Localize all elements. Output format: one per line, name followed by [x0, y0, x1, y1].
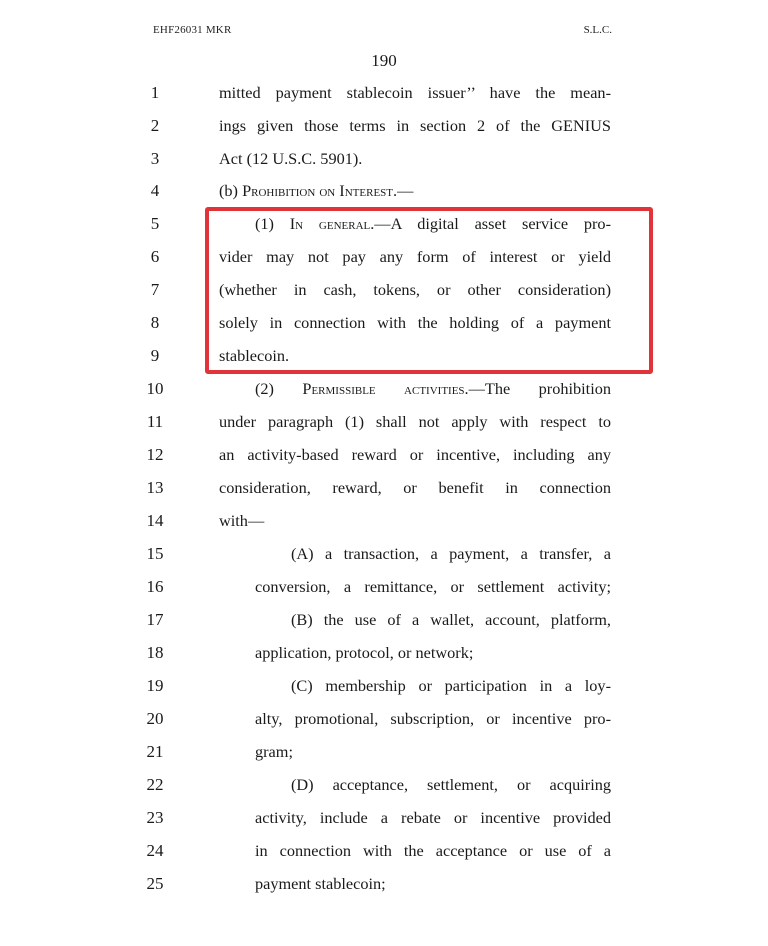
line-number: 25: [146, 874, 164, 893]
line-text: payment stablecoin;: [255, 874, 386, 893]
document-line: [0, 873, 768, 905]
line-text: (B) the use of a wallet, account, platform,: [291, 610, 611, 629]
line-number: 24: [146, 841, 164, 860]
line-text: with—: [219, 511, 265, 530]
document-line: [0, 279, 768, 311]
line-text: Act (12 U.S.C. 5901).: [219, 149, 363, 168]
document-line: [0, 411, 768, 443]
line-number: 4: [150, 181, 160, 200]
line-text: (C) membership or participation in a loy-: [291, 676, 611, 695]
line-number: 18: [146, 643, 164, 662]
line-text: (D) acceptance, settlement, or acquiring: [291, 775, 611, 794]
line-number: 15: [146, 544, 164, 563]
document-line: [0, 708, 768, 740]
line-number: 14: [146, 511, 164, 530]
document-code: S.L.C.: [583, 24, 612, 36]
line-number: 21: [146, 742, 164, 761]
line-text: [219, 180, 611, 202]
document-line: [0, 807, 768, 839]
line-number: 5: [150, 214, 160, 233]
line-text: alty, promotional, subscription, or incentive pro-: [255, 709, 611, 728]
document-line: [0, 675, 768, 707]
subsection-label: (b): [219, 181, 243, 200]
line-number: 10: [146, 379, 164, 398]
line-number: 2: [150, 116, 160, 135]
paragraph-heading: In general.: [289, 214, 375, 233]
paragraph-label: (2): [255, 379, 303, 398]
line-number: 20: [146, 709, 164, 728]
line-text: an activity-based reward or incentive, including any: [219, 445, 611, 464]
line-text: stablecoin.: [219, 346, 290, 365]
document-line: [0, 312, 768, 344]
line-text: activity, include a rebate or incentive provided: [255, 808, 611, 827]
line-text: gram;: [255, 742, 293, 761]
page-number: 190: [371, 51, 397, 70]
line-number: 7: [150, 280, 160, 299]
document-line: [0, 477, 768, 509]
document-line: [0, 148, 768, 180]
document-line: [0, 840, 768, 872]
document-line: [0, 82, 768, 114]
line-text: (whether in cash, tokens, or other consideration): [219, 280, 611, 299]
document-line: [0, 345, 768, 377]
paragraph-text: —A digital asset service pro-: [374, 214, 611, 233]
document-line: [0, 576, 768, 608]
document-id: EHF26031 MKR: [153, 24, 232, 36]
line-number: 8: [150, 313, 160, 332]
line-text: conversion, a remittance, or settlement activity;: [255, 577, 611, 596]
line-number: 23: [146, 808, 164, 827]
document-line: [0, 741, 768, 773]
document-line: [0, 510, 768, 542]
line-text: consideration, reward, or benefit in connection: [219, 478, 611, 497]
document-line: [0, 609, 768, 641]
line-number: 3: [150, 149, 160, 168]
line-number: 19: [146, 676, 164, 695]
line-number: 17: [146, 610, 164, 629]
line-text: ings given those terms in section 2 of the GENIUS: [219, 116, 611, 135]
line-number: 22: [146, 775, 164, 794]
document-line: [0, 444, 768, 476]
paragraph-text: —The prohibition: [468, 379, 611, 398]
document-line: [0, 378, 768, 410]
line-text: application, protocol, or network;: [255, 643, 474, 662]
line-number: 11: [146, 412, 164, 431]
subsection-heading: Prohibition on Interest.: [242, 181, 398, 200]
line-number: 9: [150, 346, 160, 365]
document-line: [0, 642, 768, 674]
document-line: [0, 180, 768, 212]
line-number: 16: [146, 577, 164, 596]
line-text: vider may not pay any form of interest or yield: [219, 247, 611, 266]
line-text: solely in connection with the holding of a payment: [219, 313, 611, 332]
paragraph-label: (1): [255, 214, 290, 233]
line-text: [219, 378, 611, 400]
line-text: [219, 213, 611, 235]
paragraph-heading: Permissible activities.: [302, 379, 469, 398]
line-number: 12: [146, 445, 164, 464]
document-line: [0, 543, 768, 575]
line-text: (A) a transaction, a payment, a transfer, a: [291, 544, 611, 563]
line-text: in connection with the acceptance or use of a: [255, 841, 611, 860]
document-line: [0, 774, 768, 806]
line-number: 6: [150, 247, 160, 266]
document-line: [0, 213, 768, 245]
document-line: [0, 115, 768, 147]
document-line: [0, 246, 768, 278]
subsection-dash: —: [397, 181, 414, 200]
line-text: under paragraph (1) shall not apply with respect to: [219, 412, 611, 431]
line-number: 1: [150, 83, 160, 102]
line-number: 13: [146, 478, 164, 497]
line-text: mitted payment stablecoin issuer’’ have the mean-: [219, 83, 611, 102]
